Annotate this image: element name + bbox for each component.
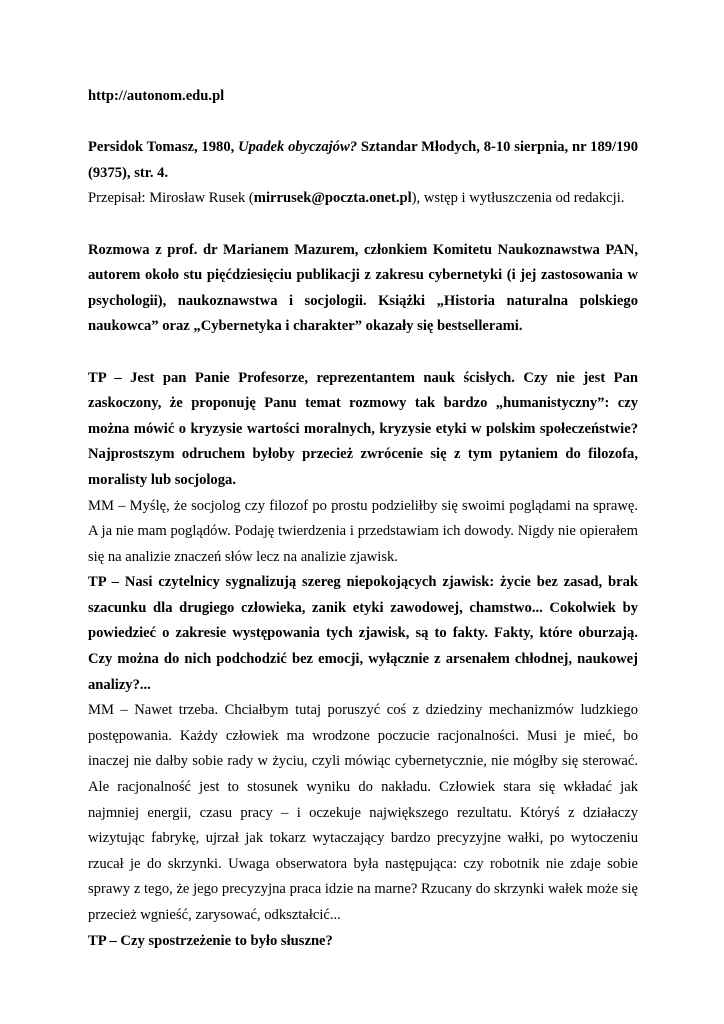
transcriber-email: mirrusek@poczta.onet.pl xyxy=(253,190,412,207)
dialogue-tp-2: TP – Nasi czytelnicy sygnalizują szereg niepokojących zjawisk: życie bez zasad, brak szacunku dla drugiego człowieka, zanik etyki zawodowej, chamstwo... Cokolwiek by powiedzieć o zakresie występowania tych zjawisk, są to fakty. Fakty, które oburzają. Czy można do nich podchodzić bez emocji, wyłącznie z arsenałem chłodnej, naukowej analizy?... xyxy=(88,574,638,693)
citation-title: Upadek obyczajów? xyxy=(238,139,358,156)
dialogue-mm-1: MM – Myślę, że socjolog czy filozof po prostu podzieliłby się swoimi poglądami na sprawę. A ja nie mam poglądów. Podaję twierdzenia i przedstawiam ich dowody. Nigdy nie opierałem się na analizie znaczeń słów lecz na analizie zjawisk. xyxy=(88,497,638,565)
citation-source: Sztandar Młodych, 8-10 sierpnia, nr 189/190 (9375), str. 4. xyxy=(88,139,638,181)
dialogue-tp-1: TP – Jest pan Panie Profesorze, reprezentantem nauk ścisłych. Czy nie jest Pan zaskoczony, że proponuję Panu temat rozmowy tak bardzo „humanistyczny”: czy można mówić o kryzysie wartości moralnych, kryzysie etyki w polskim społeczeństwie? Najprostszym odruchem byłoby przecież zwrócenie się z tym pytaniem do filozofa, moralisty lub socjologa. xyxy=(88,369,638,488)
dialogue-tp-3: TP – Czy spostrzeżenie to było słuszne? xyxy=(88,932,333,949)
transcription-suffix: ), wstęp i wytłuszczenia od redakcji. xyxy=(411,190,625,207)
citation-line xyxy=(88,135,638,186)
transcription-note xyxy=(88,186,638,212)
document-page xyxy=(88,84,638,954)
dialogue-mm-2: MM – Nawet trzeba. Chciałbym tutaj poruszyć coś z dziedziny mechanizmów ludzkiego postępowania. Każdy człowiek ma wrodzone poczucie racjonalności. Musi je mieć, bo inaczej nie dałby sobie rady w życiu, czyli mówiąc cybernetycznie, nie mógłby się sterować. Ale racjonalność jest to stosunek wyniku do nakładu. Człowiek stara się wkładać jak najmniej energii, czasu pracy – i oczekuje największego rezultatu. Któryś z działaczy wizytując fabrykę, ujrzał jak tokarz wytaczający bardzo precyzyjne wałki, po wytoczeniu rzucał je do skrzynki. Uwaga obserwatora była następująca: czy robotnik nie zdaje sobie sprawy z tego, że jego precyzyjna praca idzie na marne? Rzucany do skrzynki wałek może się przecież wgnieść, zarysować, odkształcić... xyxy=(88,702,638,923)
transcription-prefix: Przepisał: Mirosław Rusek ( xyxy=(88,190,254,207)
citation-author: Persidok Tomasz, 1980, xyxy=(88,139,239,156)
intro-paragraph: Rozmowa z prof. dr Marianem Mazurem, członkiem Komitetu Naukoznawstwa PAN, autorem około stu pięćdziesięciu publikacji z zakresu cybernetyki (i jej zastosowania w psychologii), naukoznawstwa i socjologii. Książki „Historia naturalna polskiego naukowca” oraz „Cybernetyka i charakter” okazały się bestsellerami. xyxy=(88,241,638,335)
source-url: http://autonom.edu.pl xyxy=(88,88,225,104)
